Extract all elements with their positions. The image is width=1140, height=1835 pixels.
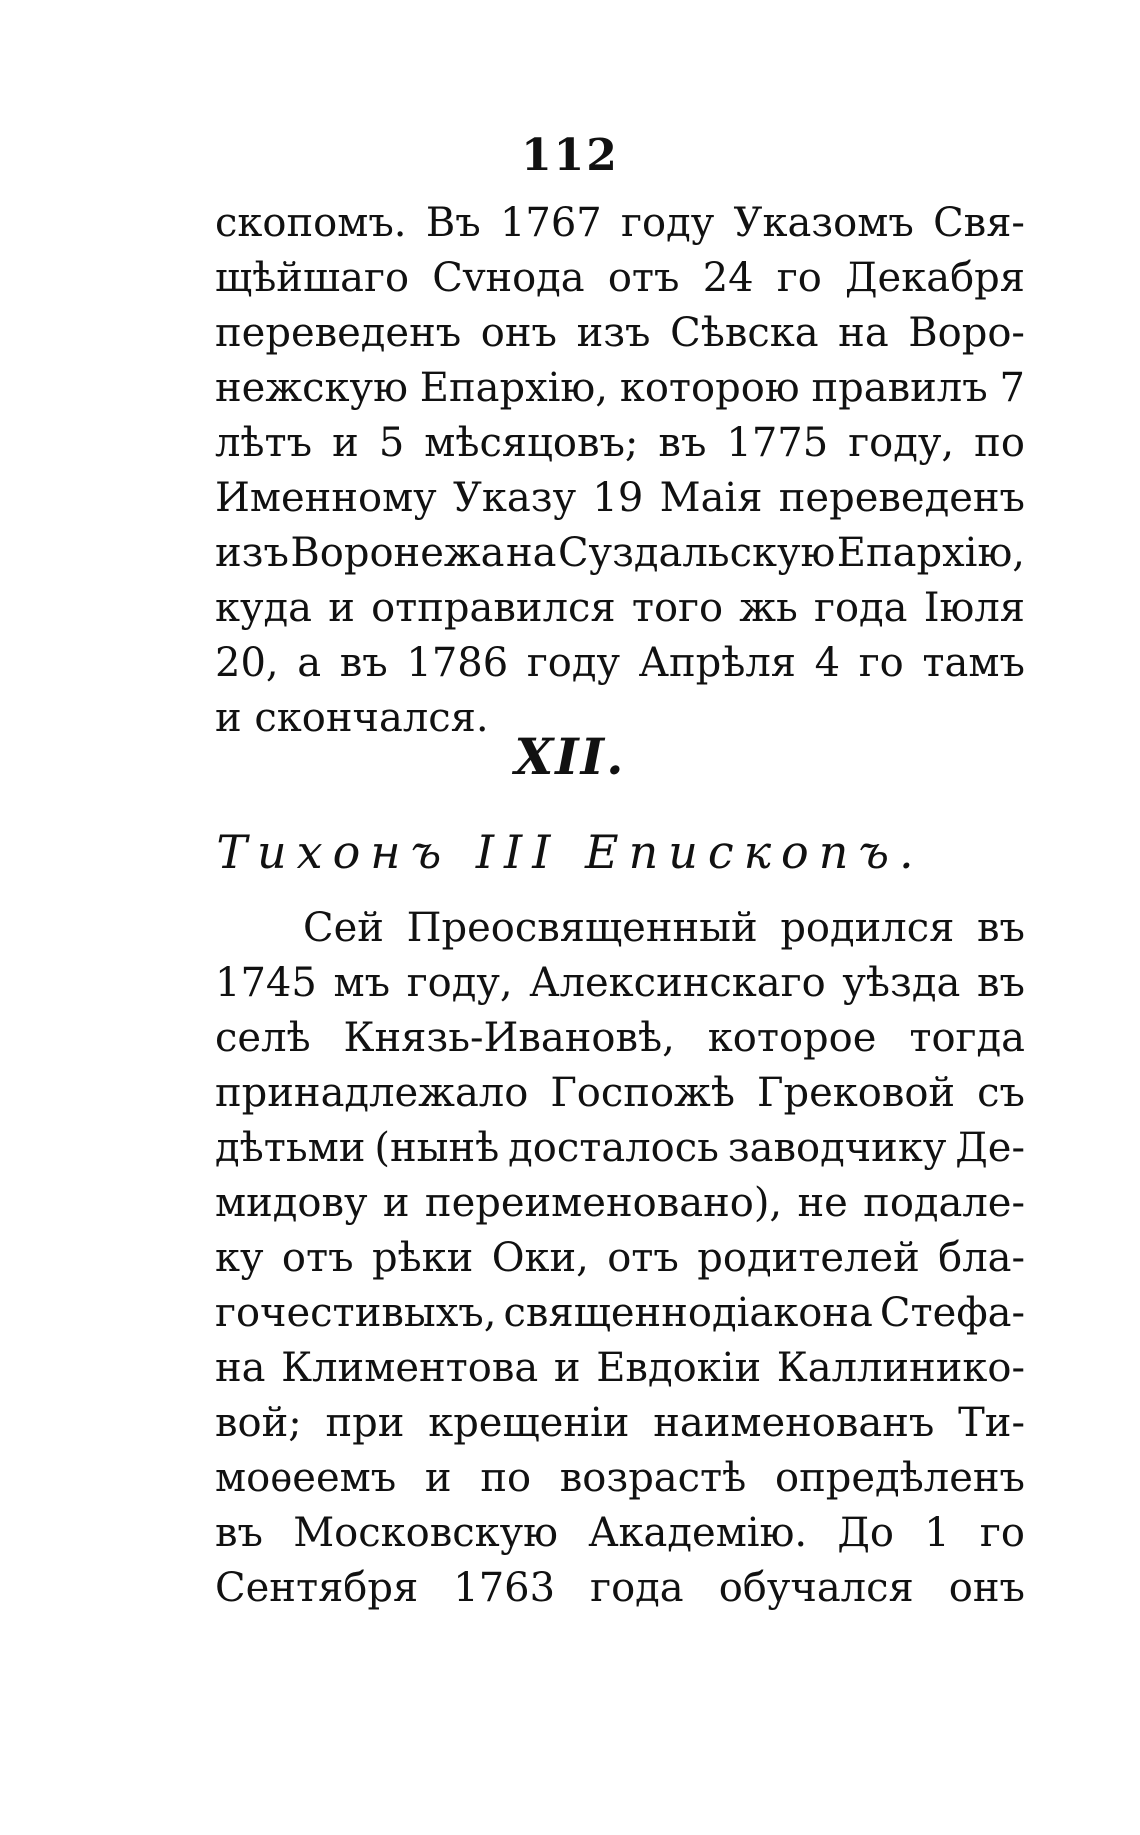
word: тамъ (922, 640, 1025, 686)
word: на (215, 1345, 266, 1391)
word: Госпожѣ (550, 1070, 735, 1116)
word: и (424, 1455, 452, 1501)
text-line (215, 255, 1025, 310)
word: (нынѣ (374, 1125, 500, 1171)
paragraph (215, 905, 1025, 1620)
text-line-content (215, 1565, 1025, 1611)
text-line-content (215, 310, 1025, 356)
text-line-content (215, 475, 1025, 521)
word: Суздальскую (557, 530, 836, 576)
word: переименовано), (424, 1180, 783, 1226)
word: 1 (924, 1510, 950, 1556)
word: крещеніи (428, 1400, 630, 1446)
text-line (215, 640, 1025, 695)
word: го (858, 640, 904, 686)
word: Епархію, (836, 530, 1025, 576)
word: 7 (999, 365, 1025, 411)
word: Каллинико- (776, 1345, 1025, 1391)
word: куда (215, 585, 313, 631)
text-line-content (215, 1345, 1025, 1391)
word: переведенъ (778, 475, 1025, 521)
word: Воро- (908, 310, 1025, 356)
word: 20, (215, 640, 279, 686)
word: родителей (697, 1235, 920, 1281)
word: священнодіакона (503, 1290, 873, 1336)
word: по (480, 1455, 532, 1501)
word: и (328, 585, 355, 631)
word: онъ (948, 1565, 1025, 1611)
word: Свя- (933, 200, 1025, 246)
word: Князь-Ивановѣ, (343, 1015, 675, 1061)
word: отъ (607, 1235, 679, 1281)
word: съ (977, 1070, 1025, 1116)
text-line-content (215, 365, 1025, 411)
text-line (215, 1235, 1025, 1290)
word: которою (619, 365, 800, 411)
word: нежскую (215, 365, 408, 411)
word: года (814, 585, 908, 631)
text-line-content (215, 585, 1025, 631)
text-line-content: и скончался. (215, 695, 489, 741)
word: подале- (863, 1180, 1025, 1226)
text-line-content (215, 1235, 1025, 1281)
word: жь (739, 585, 798, 631)
text-line-content (303, 905, 1025, 951)
word: отправился (371, 585, 616, 631)
word: Указомъ (733, 200, 914, 246)
word: изъ (215, 530, 289, 576)
word: при (325, 1400, 405, 1446)
word: Климентова (281, 1345, 539, 1391)
text-line (215, 905, 1025, 960)
word: рѣки (371, 1235, 474, 1281)
word: лѣтъ (215, 420, 313, 466)
word: мидову (215, 1180, 368, 1226)
word: принадлежало (215, 1070, 529, 1116)
text-line (215, 1345, 1025, 1400)
word: Ти- (958, 1400, 1025, 1446)
word: на (505, 530, 557, 576)
word: Воронежа (290, 530, 505, 576)
word: году, (848, 420, 955, 466)
word: 5 (378, 420, 405, 466)
word: 1775 (726, 420, 829, 466)
word: въ (976, 960, 1025, 1006)
word: Оки, (491, 1235, 589, 1281)
section-number: XII. (514, 727, 626, 786)
word: онъ (480, 310, 557, 356)
text-line (215, 1455, 1025, 1510)
paragraph-continued (215, 200, 1025, 750)
text-line (215, 960, 1025, 1015)
word: правилъ (811, 365, 988, 411)
section-heading: Тихонъ III Епископъ. (216, 825, 924, 879)
word: бла- (938, 1235, 1025, 1281)
word: Указу (453, 475, 577, 521)
text-line (215, 1510, 1025, 1565)
text-line-content (215, 530, 1025, 576)
word: Алексинскаго (529, 960, 826, 1006)
word: досталось (508, 1125, 719, 1171)
text-line (215, 1180, 1025, 1235)
text-line (215, 1400, 1025, 1455)
word: и (332, 420, 359, 466)
text-line (215, 1290, 1025, 1345)
word: изъ (576, 310, 651, 356)
word: 1745 (215, 960, 317, 1006)
word: Преосвященный (406, 905, 758, 951)
word: Стефа- (879, 1290, 1025, 1336)
word: и (382, 1180, 410, 1226)
word: по (974, 420, 1025, 466)
word: мъ (333, 960, 391, 1006)
word: Епархію, (419, 365, 608, 411)
word: заводчику (727, 1125, 947, 1171)
word: году (526, 640, 621, 686)
word: уѣзда (842, 960, 961, 1006)
text-line-content (215, 255, 1025, 301)
word: Московскую (293, 1510, 559, 1556)
text-line (215, 365, 1025, 420)
word: Сvнода (432, 255, 585, 301)
word: года (590, 1565, 684, 1611)
word: Апрѣля (638, 640, 796, 686)
word: До (837, 1510, 894, 1556)
text-line (215, 1070, 1025, 1125)
word: 1786 (406, 640, 509, 686)
word: въ (215, 1510, 263, 1556)
word: скопомъ. (215, 200, 407, 246)
word: 1767 (499, 200, 602, 246)
word: 4 (814, 640, 841, 686)
word: а (297, 640, 322, 686)
page-number: 112 (521, 130, 619, 181)
text-line-content (215, 1070, 1025, 1116)
text-line (215, 475, 1025, 530)
word: родился (780, 905, 955, 951)
word: Сѣвска (670, 310, 819, 356)
word: наименованъ (653, 1400, 935, 1446)
text-line-content (215, 1290, 1025, 1336)
word: гочестивыхъ, (215, 1290, 497, 1336)
text-line (215, 1015, 1025, 1070)
word: дѣтьми (215, 1125, 366, 1171)
word: опредѣленъ (775, 1455, 1025, 1501)
word: ку (215, 1235, 264, 1281)
word: го (776, 255, 822, 301)
text-line-content (215, 1455, 1025, 1501)
word: Декабря (845, 255, 1025, 301)
word: 24 (702, 255, 754, 301)
text-line (215, 530, 1025, 585)
word: Грековой (756, 1070, 956, 1116)
word: году, (406, 960, 513, 1006)
text-line-content (215, 1015, 1025, 1061)
word: Именному (215, 475, 437, 521)
word: Іюля (923, 585, 1025, 631)
word: того (631, 585, 724, 631)
word: отъ (607, 255, 680, 301)
word: въ (658, 420, 707, 466)
word: тогда (909, 1015, 1025, 1061)
word: щѣйшаго (215, 255, 410, 301)
word: отъ (281, 1235, 354, 1281)
word: не (797, 1180, 848, 1226)
word: Сей (303, 905, 384, 951)
text-line (215, 585, 1025, 640)
text-line-content (215, 640, 1025, 686)
text-line (215, 1125, 1025, 1180)
word: и (553, 1345, 581, 1391)
word: Маія (659, 475, 763, 521)
word: возрастѣ (559, 1455, 747, 1501)
text-line (215, 200, 1025, 255)
word: 19 (592, 475, 644, 521)
text-line-content (215, 1125, 1025, 1171)
word: селѣ (215, 1015, 311, 1061)
word: Де- (955, 1125, 1025, 1171)
text-line-content (215, 420, 1025, 466)
word: Евдокіи (596, 1345, 762, 1391)
text-line (215, 310, 1025, 365)
text-line-content (215, 1180, 1025, 1226)
word: Академію. (588, 1510, 808, 1556)
word: моѳеемъ (215, 1455, 397, 1501)
word: которое (707, 1015, 877, 1061)
text-line (215, 420, 1025, 475)
text-line-content (215, 1400, 1025, 1446)
word: на (838, 310, 889, 356)
text-line (215, 1565, 1025, 1620)
word: переведенъ (215, 310, 462, 356)
word: го (979, 1510, 1025, 1556)
word: 1763 (453, 1565, 556, 1611)
word: вой; (215, 1400, 302, 1446)
text-line-content (215, 1510, 1025, 1556)
word: въ (339, 640, 388, 686)
word: обучался (718, 1565, 914, 1611)
word: году (621, 200, 715, 246)
word: въ (977, 905, 1025, 951)
text-line-content (215, 960, 1025, 1006)
word: Въ (425, 200, 481, 246)
text-line-content (215, 200, 1025, 246)
word: Сентября (215, 1565, 419, 1611)
word: мѣсяцовъ; (424, 420, 639, 466)
